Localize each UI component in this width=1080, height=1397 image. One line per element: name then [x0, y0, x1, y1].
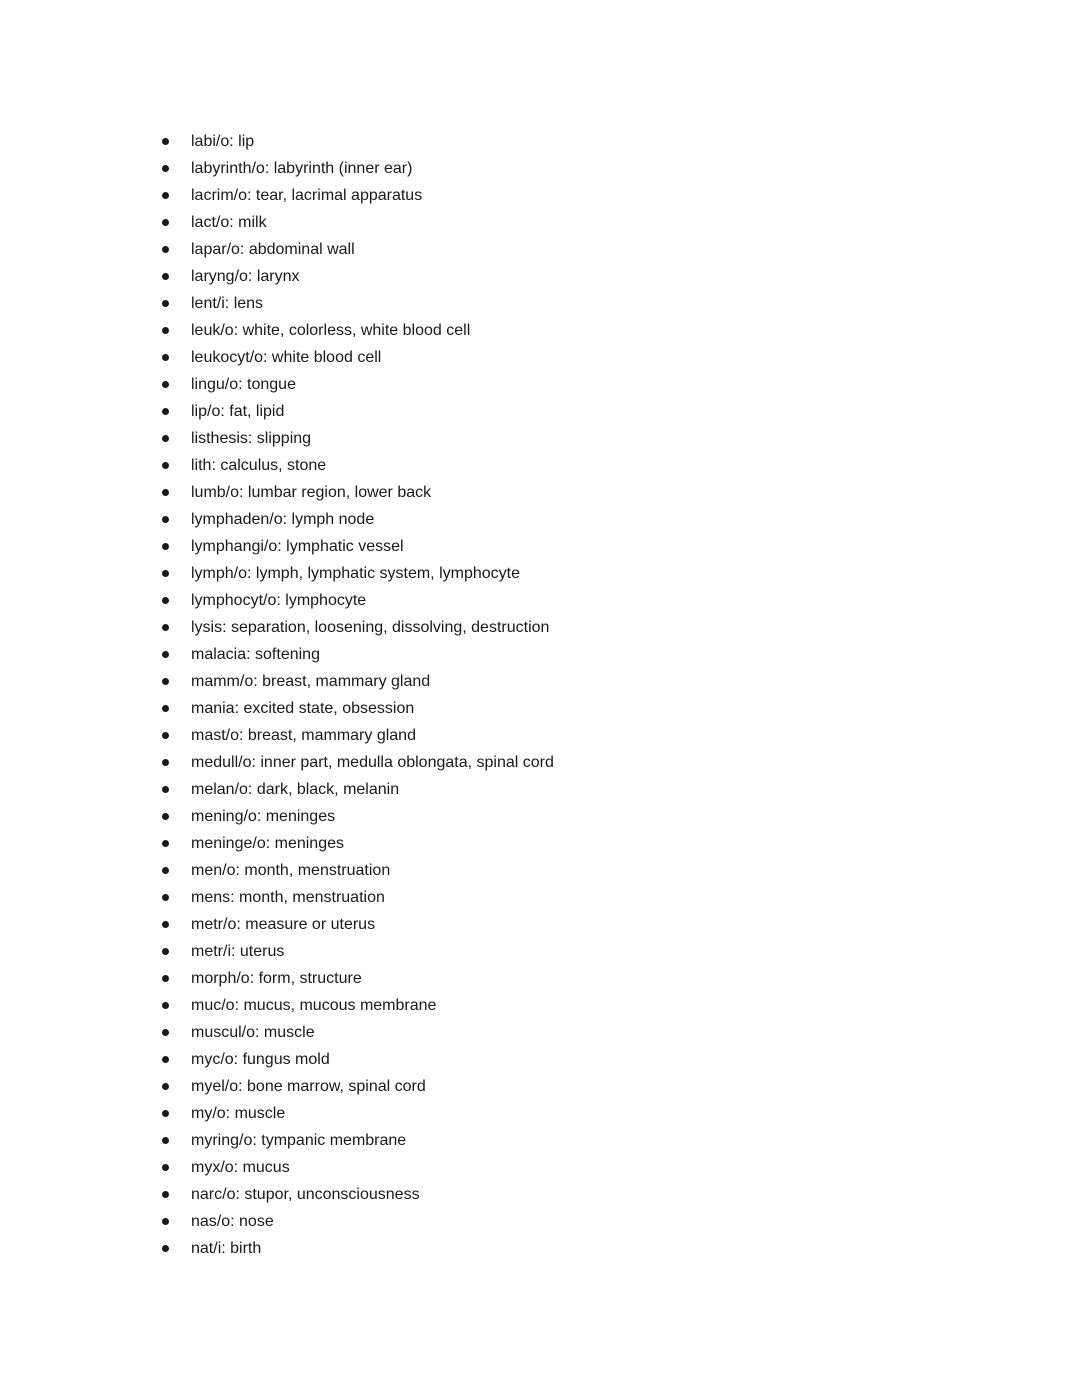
bullet-icon [162, 867, 169, 874]
list-item-text: my/o: muscle [191, 1105, 286, 1122]
list-item-text: narc/o: stupor, unconsciousness [191, 1186, 420, 1203]
bullet-icon [162, 597, 169, 604]
list-item-text: lip/o: fat, lipid [191, 403, 285, 420]
bullet-icon [162, 624, 169, 631]
list-item [0, 776, 1040, 803]
bullet-icon [162, 786, 169, 793]
list-item [0, 911, 1040, 938]
bullet-icon [162, 408, 169, 415]
list-item [0, 938, 1040, 965]
bullet-icon [162, 705, 169, 712]
list-item-text: myring/o: tympanic membrane [191, 1132, 407, 1149]
list-item [0, 290, 1040, 317]
list-item-text: lapar/o: abdominal wall [191, 241, 355, 258]
list-item [0, 1235, 1040, 1262]
bullet-icon [162, 1083, 169, 1090]
list-item [0, 1100, 1040, 1127]
list-item-text: malacia: softening [191, 646, 320, 663]
list-item-text: morph/o: form, structure [191, 970, 362, 987]
bullet-icon [162, 354, 169, 361]
list-item-text: lumb/o: lumbar region, lower back [191, 484, 432, 501]
bullet-icon [162, 165, 169, 172]
bullet-icon [162, 273, 169, 280]
list-item-text: mamm/o: breast, mammary gland [191, 673, 431, 690]
list-item-text: nas/o: nose [191, 1213, 274, 1230]
list-item-text: leuk/o: white, colorless, white blood cell [191, 322, 471, 339]
bullet-icon [162, 1245, 169, 1252]
list-item [0, 128, 1040, 155]
bullet-icon [162, 435, 169, 442]
list-item-text: muscul/o: muscle [191, 1024, 315, 1041]
list-item-text: mens: month, menstruation [191, 889, 385, 906]
list-item-text: lingu/o: tongue [191, 376, 296, 393]
bullet-icon [162, 192, 169, 199]
bullet-icon [162, 1164, 169, 1171]
list-item-text: men/o: month, menstruation [191, 862, 391, 879]
list-item-text: melan/o: dark, black, melanin [191, 781, 400, 798]
list-item [0, 965, 1040, 992]
list-item [0, 398, 1040, 425]
bullet-icon [162, 570, 169, 577]
bullet-icon [162, 948, 169, 955]
list-item [0, 1127, 1040, 1154]
list-item [0, 317, 1040, 344]
bullet-icon [162, 678, 169, 685]
list-item [0, 452, 1040, 479]
list-item-text: labyrinth/o: labyrinth (inner ear) [191, 160, 413, 177]
list-item-text: metr/i: uterus [191, 943, 285, 960]
list-item-text: mening/o: meninges [191, 808, 336, 825]
bullet-icon [162, 246, 169, 253]
bullet-icon [162, 300, 169, 307]
list-item [0, 884, 1040, 911]
list-item-text: lymphocyt/o: lymphocyte [191, 592, 367, 609]
list-item [0, 803, 1040, 830]
list-item-text: listhesis: slipping [191, 430, 312, 447]
list-item-text: nat/i: birth [191, 1240, 262, 1257]
bullet-icon [162, 138, 169, 145]
list-item [0, 263, 1040, 290]
list-item-text: labi/o: lip [191, 133, 255, 150]
list-item-text: lymphangi/o: lymphatic vessel [191, 538, 404, 555]
list-item-text: medull/o: inner part, medulla oblongata, spinal cord [191, 754, 554, 771]
list-item [0, 1073, 1040, 1100]
list-item [0, 668, 1040, 695]
list-item [0, 749, 1040, 776]
list-item-text: muc/o: mucus, mucous membrane [191, 997, 437, 1014]
list-item-text: laryng/o: larynx [191, 268, 300, 285]
list-item [0, 155, 1040, 182]
bullet-icon [162, 1002, 169, 1009]
bullet-icon [162, 1110, 169, 1117]
list-item [0, 506, 1040, 533]
list-item-text: mania: excited state, obsession [191, 700, 415, 717]
list-item [0, 371, 1040, 398]
list-item-text: myx/o: mucus [191, 1159, 290, 1176]
bullet-icon [162, 1029, 169, 1036]
list-item [0, 236, 1040, 263]
bullet-icon [162, 651, 169, 658]
list-item [0, 560, 1040, 587]
bullet-icon [162, 759, 169, 766]
list-item-text: lent/i: lens [191, 295, 264, 312]
list-item-text: lith: calculus, stone [191, 457, 327, 474]
list-item-text: mast/o: breast, mammary gland [191, 727, 416, 744]
bullet-icon [162, 840, 169, 847]
list-item [0, 641, 1040, 668]
list-item [0, 722, 1040, 749]
list-item [0, 1154, 1040, 1181]
list-item-text: lysis: separation, loosening, dissolving, destruction [191, 619, 550, 636]
list-item-text: lymphaden/o: lymph node [191, 511, 375, 528]
bullet-icon [162, 462, 169, 469]
list-item [0, 533, 1040, 560]
list-item [0, 1181, 1040, 1208]
list-item [0, 209, 1040, 236]
bullet-icon [162, 327, 169, 334]
list-item [0, 587, 1040, 614]
list-item [0, 344, 1040, 371]
bullet-icon [162, 921, 169, 928]
list-item-text: leukocyt/o: white blood cell [191, 349, 382, 366]
list-item-text: myel/o: bone marrow, spinal cord [191, 1078, 426, 1095]
list-item [0, 182, 1040, 209]
bullet-icon [162, 732, 169, 739]
bullet-icon [162, 1056, 169, 1063]
list-item-text: lymph/o: lymph, lymphatic system, lymphocyte [191, 565, 520, 582]
list-item [0, 992, 1040, 1019]
list-item [0, 695, 1040, 722]
list-item [0, 1046, 1040, 1073]
list-item-text: myc/o: fungus mold [191, 1051, 330, 1068]
list-item-text: lacrim/o: tear, lacrimal apparatus [191, 187, 423, 204]
bullet-icon [162, 219, 169, 226]
bullet-icon [162, 813, 169, 820]
bullet-icon [162, 975, 169, 982]
bullet-icon [162, 894, 169, 901]
list-item-text: lact/o: milk [191, 214, 267, 231]
list-item [0, 614, 1040, 641]
list-item [0, 1019, 1040, 1046]
list-item-text: meninge/o: meninges [191, 835, 344, 852]
list-item-text: metr/o: measure or uterus [191, 916, 376, 933]
list-item [0, 1208, 1040, 1235]
list-item [0, 479, 1040, 506]
bullet-icon [162, 1137, 169, 1144]
list-item [0, 425, 1040, 452]
list-item [0, 830, 1040, 857]
list-item [0, 857, 1040, 884]
bullet-icon [162, 1191, 169, 1198]
bullet-icon [162, 543, 169, 550]
bullet-icon [162, 516, 169, 523]
bullet-icon [162, 381, 169, 388]
bullet-icon [162, 489, 169, 496]
bullet-icon [162, 1218, 169, 1225]
